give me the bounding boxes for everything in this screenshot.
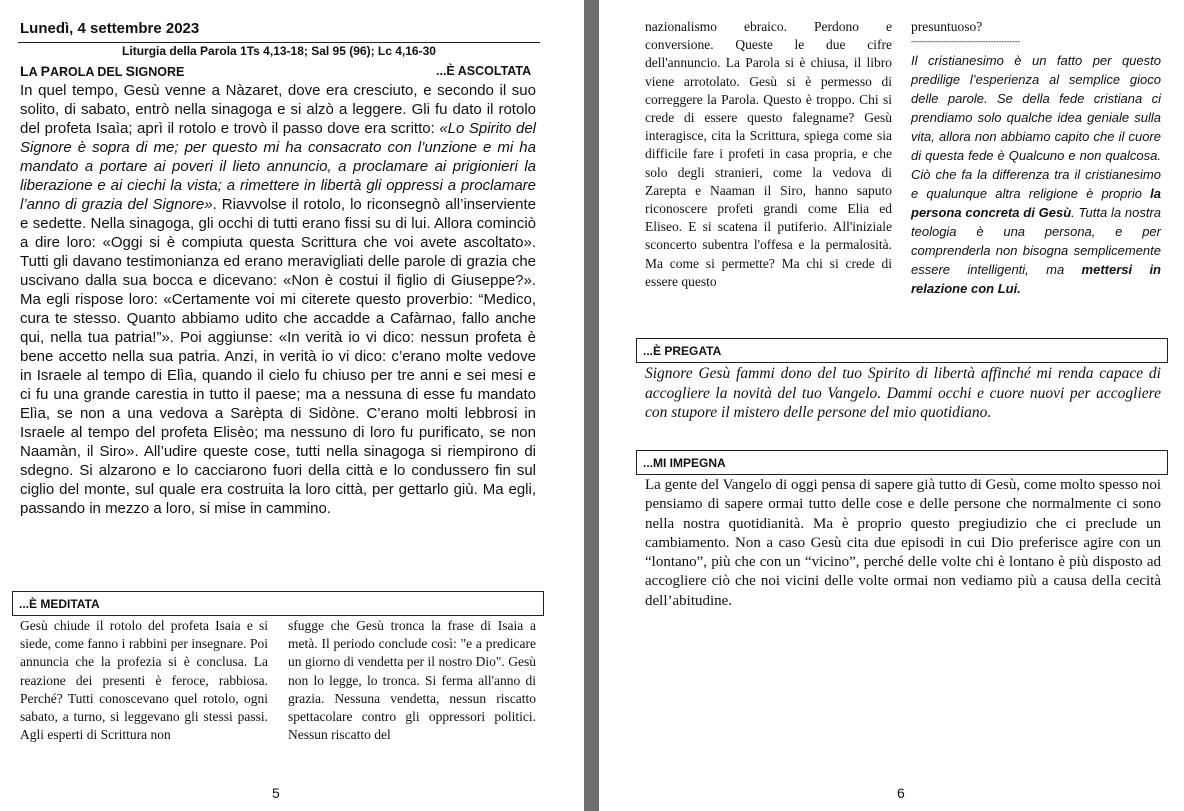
- page-number-5: 5: [272, 785, 280, 801]
- header-rule: [18, 42, 540, 43]
- section-heading-parola: LA PAROLA DEL SIGNORE: [20, 63, 185, 79]
- impegna-heading: ...MI IMPEGNA: [636, 450, 1168, 475]
- reflection-col2-first: presuntuoso?: [911, 19, 983, 34]
- page-number-6: 6: [897, 785, 905, 801]
- page-gutter: [584, 0, 599, 811]
- meditata-heading: ...È MEDITATA: [12, 591, 544, 616]
- gospel-intro: In quel tempo, Gesù venne a Nàzaret, dove era cresciuto, e secondo il suo solito, di sabato, entrò nella sinagoga e si alzò a leggere. Gli fu dato il rotolo del profeta Isaìa; aprì il rotolo e trovò il passo dove era scritto:: [20, 82, 536, 137]
- prayer-text: Signore Gesù fammi dono del tuo Spirito di libertà affinché mi renda capace di accogliere la novità del tuo Vangelo. Dammi occhi e cuore nuovi per accogliere con stupore il mistero delle persone del mio quotidiano.: [645, 365, 1161, 421]
- meditata-column-1: Gesù chiude il rotolo del profeta Isaia e si siede, come fanno i rabbini per insegnare. Poi annuncia che la profezia si è conclusa. La reazione dei presenti è feroce, rabbiosa. Perché? Tutti conoscevano quel rotolo, ogni sabato, a turno, si leggevano gli stessi passi. Agli esperti di Scrittura non: [20, 618, 268, 743]
- page-5: [0, 0, 584, 811]
- reflection-highlight: Il cristianesimo è un fatto per questo predilige l’esperienza al semplice gioco delle parole. Se della fede cristiana ci prendiamo solo qualche idea geniale sulla vita, allora non abbiamo capito che il cuore di questa fede è Qualcuno e non qualcosa. Ciò che fa la differenza tra il cristianesimo e qualunque altra religione è proprio la persona concreta di Gesù. Tutta la nostra teologia è una persona, e per comprenderla non bisogna semplicemente essere intelligenti, ma mettersi in relazione con Lui.: [911, 53, 1162, 297]
- page-6: [599, 0, 1184, 811]
- gospel-text: [20, 81, 536, 518]
- gospel-quote: «Lo Spirito del Signore è sopra di me; per questo mi ha consacrato con l’unzione e mi ha mandato a portare ai poveri il lieto annuncio, a proclamare ai prigionieri la liberazione e ai ciechi la vista; a rimettere in libertà gli oppressi a proclamare l’anno di grazia del Signore»: [20, 120, 537, 213]
- meditata-column-2: sfugge che Gesù tronca la frase di Isaia a metà. Il periodo conclude così: "e a predicare un giorno di vendetta per il nostro Dio". Gesù non lo legge, lo tronca. Si ferma all'anno di grazia. Nessuna vendetta, nessun riscatto spettacolare contro gli oppressori politici. Nessun riscatto del: [288, 618, 536, 743]
- liturgy-reference: Liturgia della Parola 1Ts 4,13-18; Sal 95 (96); Lc 4,16-30: [122, 44, 436, 58]
- pregata-heading: ...È PREGATA: [636, 338, 1168, 363]
- section-heading-ascoltata: ...È ASCOLTATA: [436, 64, 532, 78]
- date-header: Lunedì, 4 settembre 2023: [20, 20, 200, 37]
- dashed-separator: -----------------------------------------: [911, 37, 1021, 47]
- gospel-rest: . Riavvolse il rotolo, lo riconsegnò all’inserviente e sedette. Nella sinagoga, gli occhi di tutti erano fissi su di lui. Allora cominciò a dire loro: «Oggi si è compiuta questa Scrittura che voi avete ascoltato». Tutti gli davano testimonianza ed erano meravigliati delle parole di grazia che uscivano dalla sua bocca e dicevano: «Non è costui il figlio di Giuseppe?». Ma egli rispose loro: «Certamente voi mi citerete questo proverbio: “Medico, cura te stesso. Quanto abbiamo udito che accadde a Cafàrnao, fallo anche qui, nella tua patria!”». Poi aggiunse: «In verità io vi dico: nessun profeta è bene accetto nella sua patria. Anzi, in verità io vi dico: c’erano molte vedove in Israele al tempo di Elìa, quando il cielo fu chiuso per tre anni e sei mesi e ci fu una grande carestia in tutto il paese; ma a nessuna di esse fu mandato Elìa, se non a una vedova a Sarèpta di Sidòne. C’erano molti lebbrosi in Israele al tempo del profeta Elisèo; ma nessuno di loro fu purificato, se non Naamàn, il Siro». All’udire queste cose, tutti nella sinagoga si riempirono di sdegno. Si alzarono e lo cacciarono fuori della città e lo condussero fin sul ciglio del monte, sul quale era costruita la loro città, per gettarlo giù. Ma egli, passando in mezzo a loro, si mise in cammino.: [20, 196, 536, 517]
- reflection-column-1: nazionalismo ebraico. Perdono e conversione. Queste le due cifre dell'annuncio. La Parola si è chiusa, il libro viene arrotolato. Gesù si è permesso di correggere la Parola. Questo è troppo. Chi si crede di essere questo falegname? Gesù interagisce, cita la Scrittura, spiega come sia difficile fare i profeti in casa propria, e che solo degli stranieri, come la vedova di Zarepta e Naaman il Siro, hanno saputo riconoscere profeti grandi come Elia ed Eliseo. E si scatena il putiferio. All'iniziale sconcerto subentra l'offesa e la permalosità. Ma come si permette? Ma chi si crede di essere questo: [645, 19, 892, 289]
- commitment-text: La gente del Vangelo di oggi pensa di sapere già tutto di Gesù, come molto spesso noi pensiamo di sapere ormai tutto delle cose e delle persone che normalmente ci sono nella nostra quotidianità. Ma è proprio questo pregiudizio che ci preclude un cambiamento. Non a caso Gesù cita due episodi in cui Dio preferisce agire con un “lontano”, più che con un “vicino”, perché delle volte chi è lontano è più disposto ad accogliere ciò che noi vicini delle volte ormai non vediamo più a causa della cecità dell’abitudine.: [645, 477, 1161, 609]
- reflection-column-2: [911, 18, 1161, 298]
